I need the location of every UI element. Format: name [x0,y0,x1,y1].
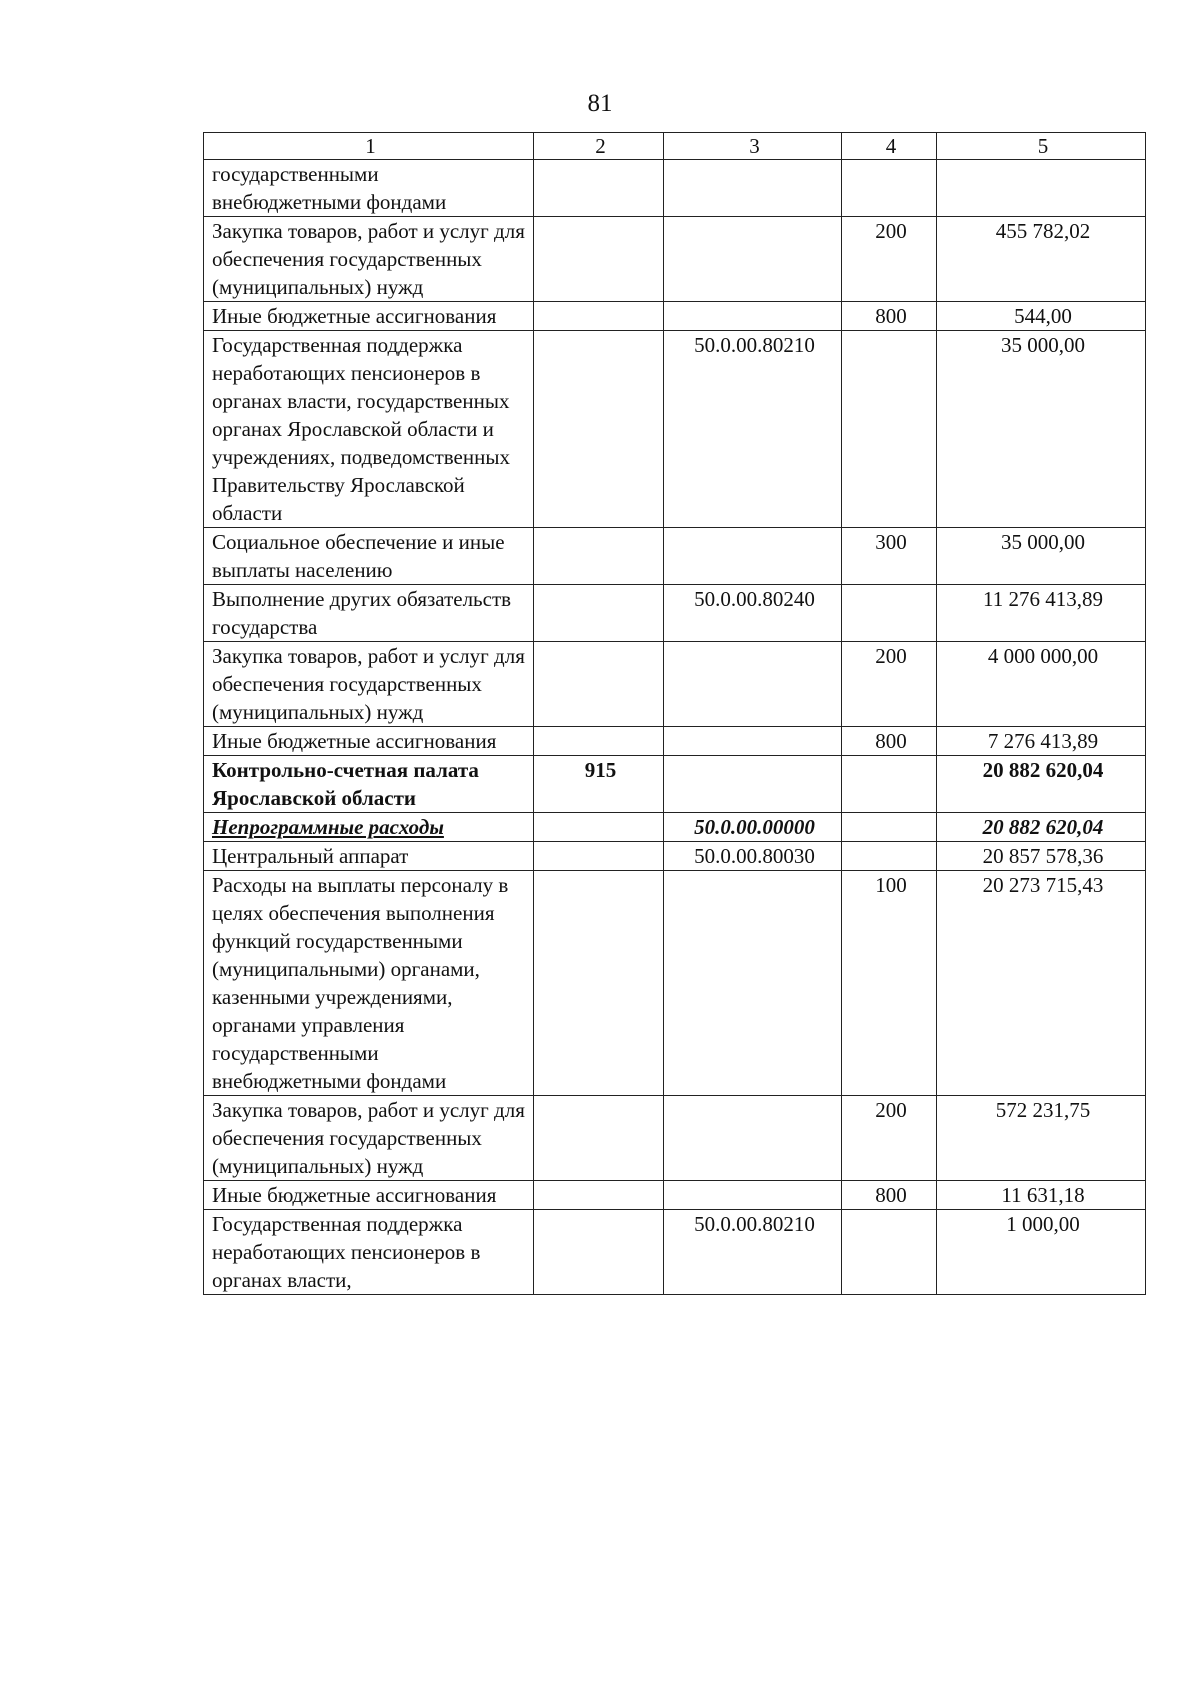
row-chapter-cell [534,302,664,331]
table-row [204,331,1146,528]
row-expense-type-cell [842,842,937,871]
row-name-cell: Расходы на выплаты персоналу в целях обеспечения выполнения функций государственными (муниципальными) органами, казенными учреждениями, органами управления государственными внебюджетными фондами [204,871,534,1096]
row-chapter-cell [534,813,664,842]
row-target-article-cell [664,727,842,756]
header-col-5: 5 [937,133,1146,160]
row-expense-type-cell [842,813,937,842]
table-row [204,160,1146,217]
row-target-article-cell: 50.0.00.00000 [664,813,842,842]
row-expense-type-cell [842,331,937,528]
row-target-article-cell [664,528,842,585]
row-expense-type-cell: 800 [842,1181,937,1210]
header-col-3: 3 [664,133,842,160]
row-target-article-cell [664,302,842,331]
row-target-article-cell [664,756,842,813]
row-expense-type-cell [842,756,937,813]
table-row [204,217,1146,302]
header-col-2: 2 [534,133,664,160]
row-chapter-cell [534,642,664,727]
table-row [204,871,1146,1096]
row-chapter-cell [534,160,664,217]
table-row [204,585,1146,642]
row-target-article-cell [664,642,842,727]
row-expense-type-cell: 800 [842,727,937,756]
row-chapter-cell [534,585,664,642]
row-name-cell: Государственная поддержка неработающих пенсионеров в органах власти, государственных органах Ярославской области и учреждениях, подведомственных Правительству Ярославской области [204,331,534,528]
table-row [204,528,1146,585]
header-col-1: 1 [204,133,534,160]
row-amount-cell: 35 000,00 [937,528,1146,585]
row-name-cell: Государственная поддержка неработающих пенсионеров в органах власти, [204,1210,534,1295]
row-expense-type-cell: 100 [842,871,937,1096]
table-row [204,813,1146,842]
table-row [204,302,1146,331]
table-row [204,1181,1146,1210]
row-expense-type-cell: 200 [842,217,937,302]
row-chapter-cell [534,1210,664,1295]
table-row [204,1096,1146,1181]
row-chapter-cell [534,331,664,528]
row-expense-type-cell: 300 [842,528,937,585]
table-row [204,727,1146,756]
row-amount-cell: 20 273 715,43 [937,871,1146,1096]
row-chapter-cell [534,528,664,585]
row-chapter-cell: 915 [534,756,664,813]
table-row [204,642,1146,727]
row-name-cell: государственными внебюджетными фондами [204,160,534,217]
row-target-article-cell [664,1181,842,1210]
row-amount-cell [937,160,1146,217]
row-target-article-cell [664,217,842,302]
row-chapter-cell [534,871,664,1096]
row-expense-type-cell [842,585,937,642]
row-amount-cell: 455 782,02 [937,217,1146,302]
header-col-4: 4 [842,133,937,160]
row-expense-type-cell [842,1210,937,1295]
page-number: 81 [587,90,613,117]
row-expense-type-cell: 200 [842,1096,937,1181]
row-name-cell: Иные бюджетные ассигнования [204,302,534,331]
row-target-article-cell: 50.0.00.80210 [664,1210,842,1295]
row-amount-cell: 20 857 578,36 [937,842,1146,871]
row-name-cell: Выполнение других обязательств государства [204,585,534,642]
row-amount-cell: 20 882 620,04 [937,813,1146,842]
table-row [204,756,1146,813]
row-chapter-cell [534,1096,664,1181]
table-header-row [204,133,1146,160]
row-amount-cell: 11 631,18 [937,1181,1146,1210]
row-name-cell: Центральный аппарат [204,842,534,871]
row-expense-type-cell [842,160,937,217]
row-target-article-cell [664,871,842,1096]
row-target-article-cell [664,1096,842,1181]
row-chapter-cell [534,842,664,871]
row-name-cell: Контрольно-счетная палата Ярославской области [204,756,534,813]
row-name-cell: Социальное обеспечение и иные выплаты населению [204,528,534,585]
row-amount-cell: 4 000 000,00 [937,642,1146,727]
row-target-article-cell: 50.0.00.80240 [664,585,842,642]
row-name-cell: Иные бюджетные ассигнования [204,1181,534,1210]
row-amount-cell: 11 276 413,89 [937,585,1146,642]
row-amount-cell: 1 000,00 [937,1210,1146,1295]
table-row [204,842,1146,871]
row-name-cell: Непрограммные расходы [204,813,534,842]
row-name-cell: Закупка товаров, работ и услуг для обеспечения государственных (муниципальных) нужд [204,217,534,302]
row-name-cell: Закупка товаров, работ и услуг для обеспечения государственных (муниципальных) нужд [204,642,534,727]
row-target-article-cell [664,160,842,217]
row-amount-cell: 572 231,75 [937,1096,1146,1181]
row-amount-cell: 20 882 620,04 [937,756,1146,813]
row-name-cell: Иные бюджетные ассигнования [204,727,534,756]
table-row [204,1210,1146,1295]
row-expense-type-cell: 200 [842,642,937,727]
row-target-article-cell: 50.0.00.80210 [664,331,842,528]
row-chapter-cell [534,727,664,756]
row-expense-type-cell: 800 [842,302,937,331]
row-chapter-cell [534,1181,664,1210]
row-amount-cell: 35 000,00 [937,331,1146,528]
row-amount-cell: 7 276 413,89 [937,727,1146,756]
row-amount-cell: 544,00 [937,302,1146,331]
row-name-cell: Закупка товаров, работ и услуг для обеспечения государственных (муниципальных) нужд [204,1096,534,1181]
budget-table [203,132,1146,1295]
row-target-article-cell: 50.0.00.80030 [664,842,842,871]
row-chapter-cell [534,217,664,302]
